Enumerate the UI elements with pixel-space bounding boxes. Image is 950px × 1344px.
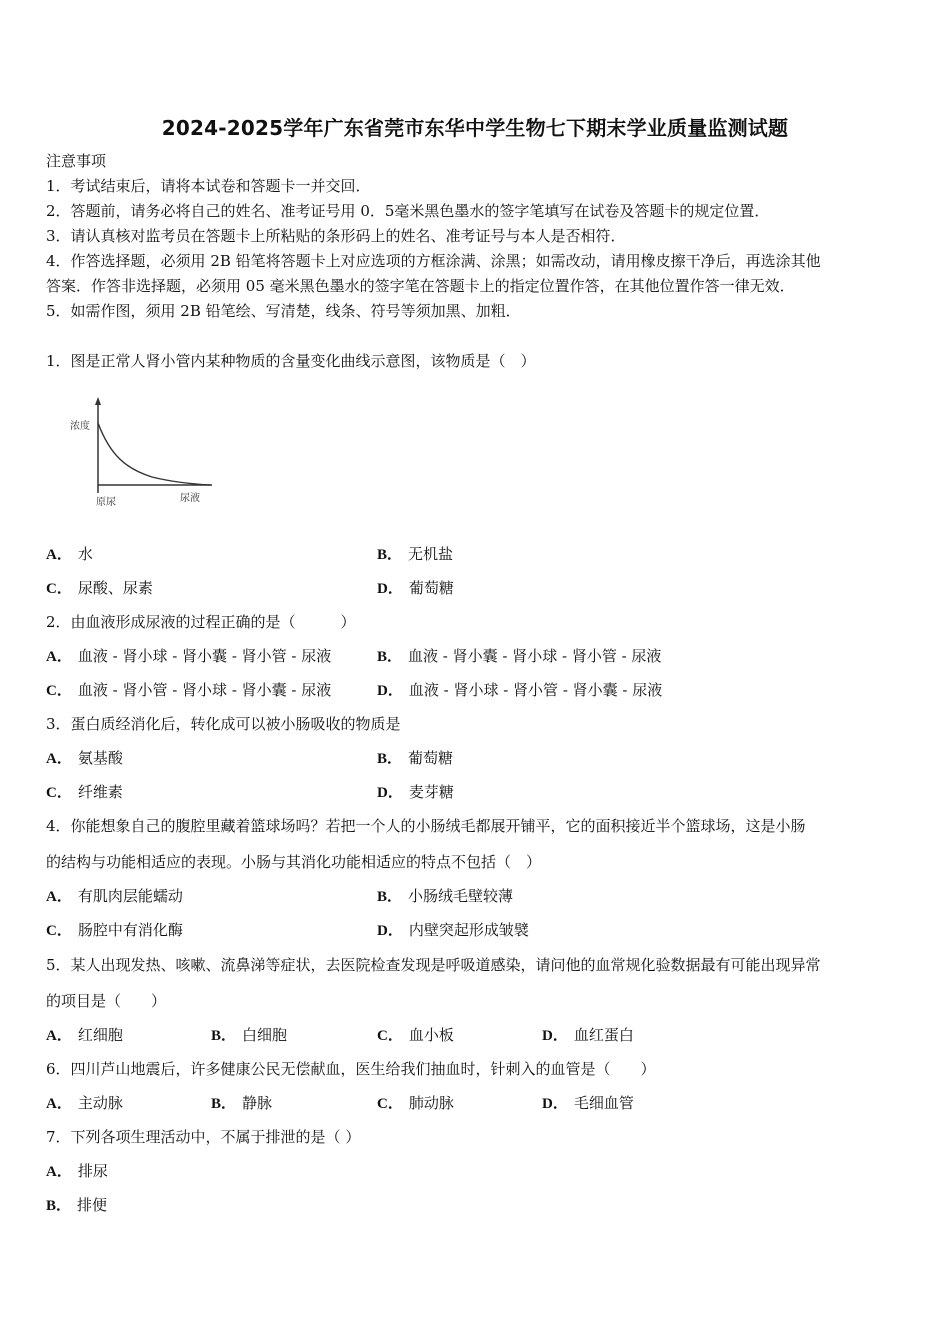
option-b: B． 血液 - 肾小囊 - 肾小球 - 肾小管 - 尿液	[377, 647, 662, 665]
option-d: D． 麦芽糖	[377, 783, 454, 801]
question-stem: 6．四川芦山地震后，许多健康公民无偿献血，医生给我们抽血时，针刺入的血管是（ ）	[46, 1060, 656, 1078]
option-d: D． 葡萄糖	[377, 579, 454, 597]
option-a: A． 排尿	[46, 1162, 108, 1180]
option-b: B． 无机盐	[377, 545, 454, 563]
notice-item: 3．请认真核对监考员在答题卡上所粘贴的条形码上的姓名、准考证号与本人是否相符．	[46, 227, 626, 245]
notice-item: 答案．作答非选择题，必须用 05 毫米黑色墨水的签字笔在答题卡上的指定位置作答，在其他位置作答一律无效．	[46, 277, 795, 295]
option-c: C． 血液 - 肾小管 - 肾小球 - 肾小囊 - 尿液	[46, 681, 332, 699]
notice-heading: 注意事项	[46, 152, 107, 170]
option-c: C． 血小板	[377, 1026, 454, 1044]
option-a: A． 红细胞	[46, 1026, 123, 1044]
option-d: D． 毛细血管	[542, 1094, 634, 1112]
y-axis-arrow	[95, 397, 101, 405]
option-c: C． 肺动脉	[377, 1094, 454, 1112]
x-axis-start-label: 原尿	[96, 497, 116, 508]
question-stem: 7．下列各项生理活动中，不属于排泄的是（ ）	[46, 1128, 361, 1146]
option-b: B． 排便	[46, 1196, 108, 1214]
question-stem-continued: 的项目是（ ）	[46, 992, 167, 1010]
concentration-curve-graph	[62, 393, 222, 513]
option-b: B． 葡萄糖	[377, 749, 454, 767]
option-d: D． 血红蛋白	[542, 1026, 634, 1044]
question-stem: 3．蛋白质经消化后，转化成可以被小肠吸收的物质是	[46, 715, 401, 733]
y-axis-label: 浓度	[70, 421, 90, 432]
notice-item: 4．作答选择题，必须用 2B 铅笔将答题卡上对应选项的方框涂满、涂黑；如需改动，请用橡皮擦干净后，再选涂其他	[46, 252, 821, 270]
question-stem: 2．由血液形成尿液的过程正确的是（ ）	[46, 613, 356, 631]
option-c: C． 肠腔中有消化酶	[46, 921, 183, 939]
concentration-curve	[98, 423, 210, 485]
option-a: A． 氨基酸	[46, 749, 123, 767]
notice-item: 5．如需作图，须用 2B 铅笔绘、写清楚，线条、符号等须加黑、加粗．	[46, 302, 521, 320]
notice-item: 1．考试结束后，请将本试卷和答题卡一并交回．	[46, 177, 371, 195]
option-a: A． 主动脉	[46, 1094, 123, 1112]
option-c: C． 纤维素	[46, 783, 123, 801]
option-d: D． 血液 - 肾小球 - 肾小管 - 肾小囊 - 尿液	[377, 681, 663, 699]
option-d: D． 内壁突起形成皱襞	[377, 921, 529, 939]
question-stem: 4．你能想象自己的腹腔里藏着篮球场吗？若把一个人的小肠绒毛都展开铺平，它的面积接近半个篮球场，这是小肠	[46, 817, 806, 835]
option-b: B． 静脉	[211, 1094, 273, 1112]
x-axis-end-label: 尿液	[180, 493, 200, 504]
option-a: A． 水	[46, 545, 93, 563]
question-stem-continued: 的结构与功能相适应的表现。小肠与其消化功能相适应的特点不包括（ ）	[46, 853, 542, 871]
option-c: C． 尿酸、尿素	[46, 579, 153, 597]
option-a: A． 血液 - 肾小球 - 肾小囊 - 肾小管 - 尿液	[46, 647, 332, 665]
option-b: B． 白细胞	[211, 1026, 288, 1044]
option-a: A． 有肌肉层能蠕动	[46, 887, 183, 905]
option-b: B． 小肠绒毛壁较薄	[377, 887, 514, 905]
question-stem: 1．图是正常人肾小管内某种物质的含量变化曲线示意图，该物质是（ ）	[46, 352, 536, 370]
notice-item: 2．答题前，请务必将自己的姓名、准考证号用 0．5毫米黑色墨水的签字笔填写在试卷及答题卡的规定位置．	[46, 202, 770, 220]
page-title: 2024-2025学年广东省莞市东华中学生物七下期末学业质量监测试题	[161, 116, 789, 140]
question-stem: 5．某人出现发热、咳嗽、流鼻涕等症状，去医院检查发现是呼吸道感染，请问他的血常规化验数据最有可能出现异常	[46, 956, 821, 974]
